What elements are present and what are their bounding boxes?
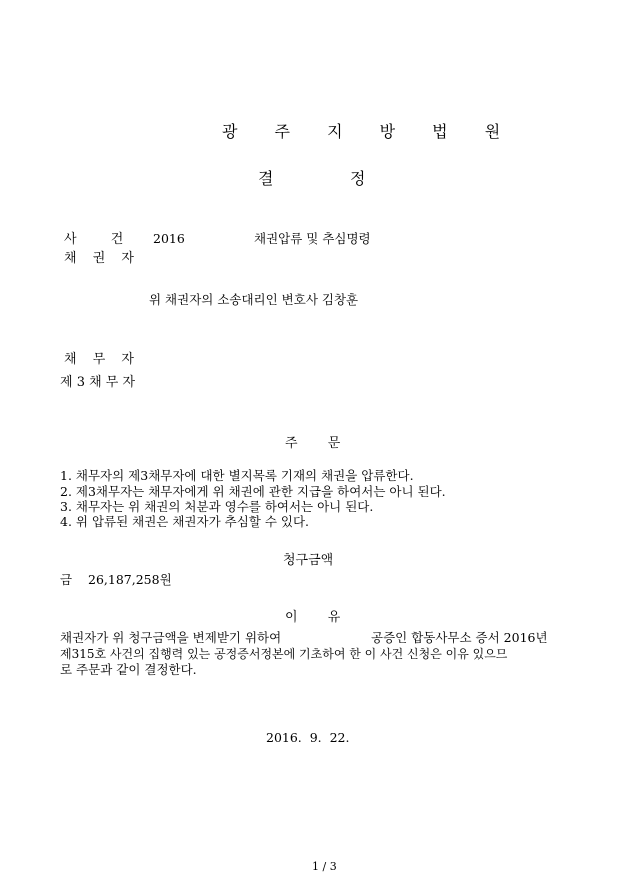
court-name: 광 주 지 방 법 원: [222, 122, 517, 141]
claim-currency-label: 금: [60, 572, 73, 587]
order-item: 1. 채무자의 제3채무자에 대한 별지목록 기재의 채권을 압류한다.: [60, 468, 414, 483]
decision-date: 2016. 9. 22.: [266, 730, 350, 745]
reason-text-part1: 채권자가 위 청구금액을 변제받기 위하여: [60, 630, 282, 645]
doc-type-right: 정: [350, 169, 366, 188]
reason-text-line3: 로 주문과 같이 결정한다.: [60, 662, 197, 677]
order-item: 4. 위 압류된 채권은 채권자가 추심할 수 있다.: [60, 514, 309, 529]
creditor-agent: 위 채권자의 소송대리인 변호사 김창훈: [149, 292, 359, 307]
case-label: 사 건: [64, 232, 124, 247]
reason-text-part2: 공증인 합동사무소 증서 2016년: [371, 630, 548, 645]
creditor-label: 채 권 자: [64, 251, 134, 266]
third-debtor-label: 제 3 채 무 자: [60, 375, 136, 390]
case-number: 2016: [153, 231, 185, 246]
order-heading: 주 문: [285, 436, 341, 451]
order-item: 3. 채무자는 위 채권의 처분과 영수를 하여서는 아니 된다.: [60, 499, 374, 514]
doc-type-left: 결: [258, 169, 274, 188]
reason-heading: 이 유: [285, 610, 341, 625]
page-number: 1 / 3: [312, 860, 337, 873]
claim-heading: 청구금액: [283, 553, 334, 568]
debtor-label: 채 무 자: [64, 352, 134, 367]
reason-text-line2: 제315호 사건의 집행력 있는 공정증서정본에 기초하여 한 이 사건 신청은 이유 있으므: [60, 647, 508, 661]
case-title: 채권압류 및 추심명령: [254, 231, 371, 246]
order-item: 2. 제3채무자는 채무자에게 위 채권에 관한 지급을 하여서는 아니 된다.: [60, 484, 446, 499]
claim-amount: 26,187,258원: [88, 572, 172, 587]
